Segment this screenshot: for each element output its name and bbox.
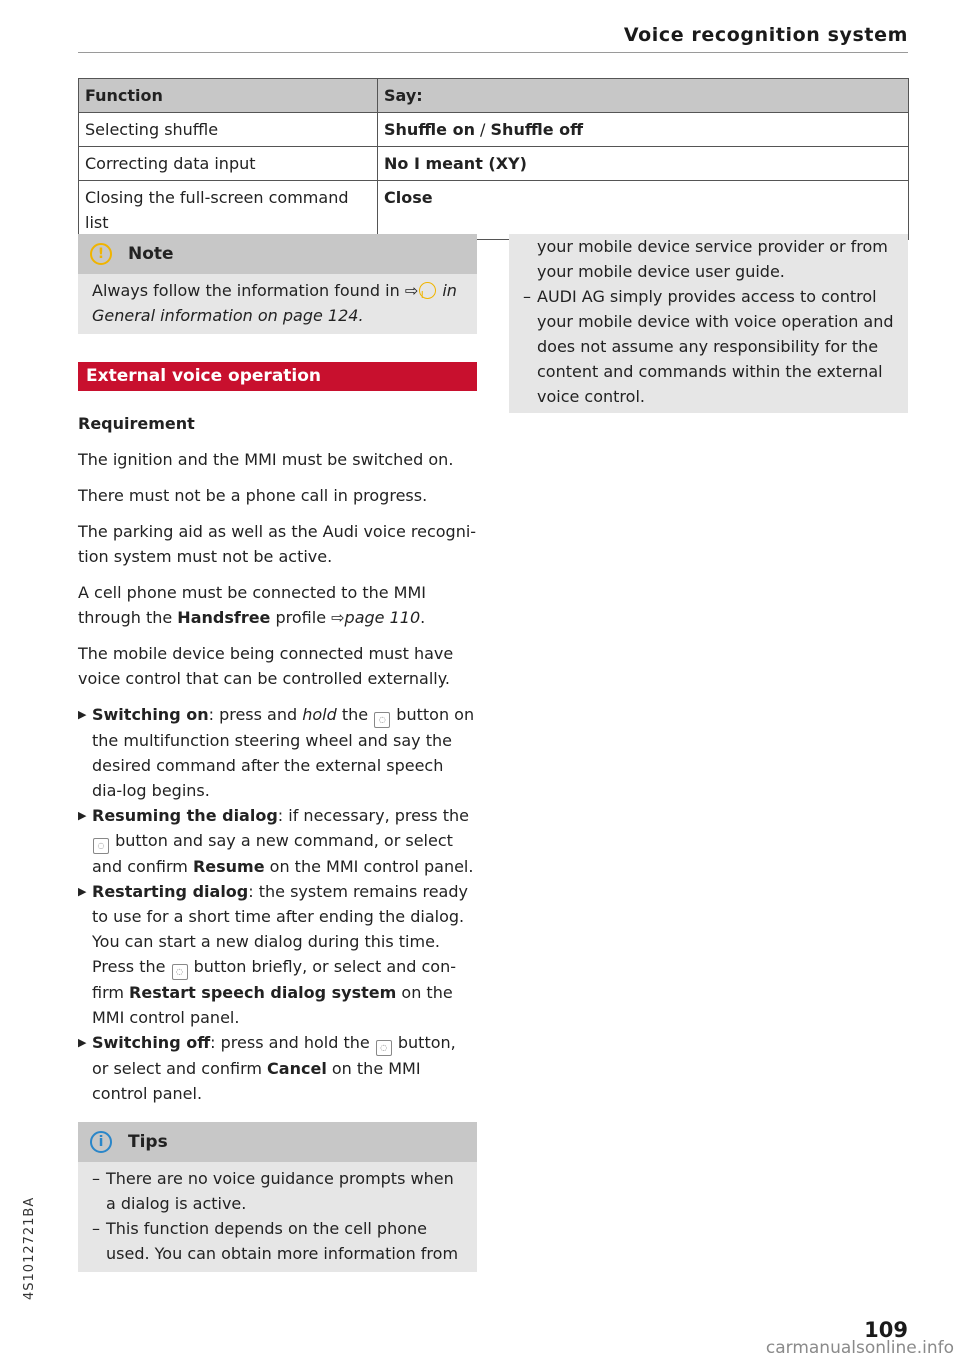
tips-title: Tips — [128, 1131, 168, 1152]
say-cell: Close — [378, 181, 909, 240]
dash-bullet: – — [92, 1219, 100, 1238]
info-icon: i — [90, 1131, 112, 1153]
function-cell: Closing the full-screen command list — [79, 181, 378, 240]
list-item — [78, 879, 477, 1030]
voice-button-icon: ◌ — [374, 712, 390, 728]
tips-header — [78, 1122, 477, 1162]
function-cell: Selecting shuffle — [79, 113, 378, 147]
page-reference-link[interactable]: ⇨page 110 — [331, 608, 421, 627]
text-part: button on the multifunction steering wheel and say the desired command after the external speech dia-log begins. — [92, 705, 475, 800]
text-part: profile — [270, 608, 332, 627]
note-body — [78, 274, 477, 334]
list-item — [523, 284, 894, 409]
reference-arrow-icon: ⇨ — [404, 281, 419, 300]
note-title: Note — [128, 243, 174, 264]
step-title: Switching on — [92, 705, 209, 724]
step-title: Resuming the dialog — [92, 806, 278, 825]
tips-body — [78, 1162, 477, 1272]
step-arrow-icon: ▶ — [78, 809, 87, 822]
note-header — [78, 234, 477, 274]
requirement-text: There must not be a phone call in progress. — [78, 486, 428, 505]
text-part: on the MMI control panel. — [264, 857, 474, 876]
list-item — [78, 1030, 477, 1106]
note-text — [92, 278, 463, 328]
tip-text: AUDI AG simply provides access to control your mobile device with voice operation and does not assume any responsibility for the content and commands within the external voice control. — [537, 287, 894, 406]
note-box — [78, 234, 477, 334]
page-number: 109 — [864, 1318, 908, 1342]
menu-option: Restart speech dialog system — [129, 983, 397, 1002]
requirement-heading: Requirement — [78, 414, 195, 433]
column-header-function: Function — [79, 79, 378, 113]
text-part: A cell phone must be connected to the MMI through the — [78, 583, 426, 627]
table-row — [79, 181, 909, 240]
warning-icon: ! — [419, 282, 436, 299]
note-reference-link[interactable]: in General information on page 124. — [92, 281, 457, 325]
step-arrow-icon: ▶ — [78, 1036, 87, 1049]
emphasis: hold — [302, 705, 337, 724]
right-column — [509, 234, 908, 413]
say-cell: No I meant (XY) — [378, 147, 909, 181]
tips-continuation-box — [509, 234, 908, 413]
profile-name: Handsfree — [177, 608, 271, 627]
voice-button-icon: ◌ — [376, 1040, 392, 1056]
tip-continuation-text: your mobile device service provider or from your mobile device user guide. — [537, 237, 888, 281]
watermark: carmanualsonline.info — [765, 1338, 954, 1358]
menu-option: Cancel — [267, 1059, 327, 1078]
step-title: Switching off — [92, 1033, 211, 1052]
column-header-say: Say: — [378, 79, 909, 113]
requirement-text: The ignition and the MMI must be switched on. — [78, 450, 454, 469]
voice-button-icon: ◌ — [172, 964, 188, 980]
text-part: button, or select and confirm — [92, 1033, 456, 1078]
step-arrow-icon: ▶ — [78, 708, 87, 721]
say-separator: / — [474, 120, 491, 139]
dash-bullet: – — [92, 1169, 100, 1188]
list-item — [78, 702, 477, 803]
requirement-text: The parking aid as well as the Audi voice recogni-tion system must not be active. — [78, 522, 477, 566]
text-part: : press and — [208, 705, 303, 724]
text-part: : press and hold the — [210, 1033, 375, 1052]
document-code: 4S1012721BA — [22, 1196, 37, 1300]
table-header-row — [79, 79, 909, 113]
say-cell — [378, 113, 909, 147]
text-part: button briefly, or select and con-firm — [92, 957, 456, 1002]
list-item — [92, 1216, 463, 1266]
left-column — [78, 234, 477, 1272]
requirement-text: The mobile device being connected must have voice control that can be controlled externally. — [78, 644, 454, 688]
section-heading: External voice operation — [78, 362, 477, 391]
list-item — [92, 1166, 463, 1216]
dash-bullet: – — [523, 287, 531, 306]
menu-option: Resume — [192, 857, 265, 876]
say-command: Shuffle on — [384, 120, 475, 139]
step-arrow-icon: ▶ — [78, 885, 87, 898]
text-part: on the MMI control panel. — [92, 983, 453, 1027]
table-row — [79, 113, 909, 147]
function-cell: Correcting data input — [79, 147, 378, 181]
warning-icon: ! — [90, 243, 112, 265]
voice-command-table — [78, 78, 909, 240]
note-text-part: Always follow the information found in — [92, 281, 405, 300]
text-part: button and say a new command, or select and confirm — [92, 831, 453, 876]
tip-text: This function depends on the cell phone used. You can obtain more information from — [106, 1219, 459, 1263]
text-part: : the system remains ready to use for a short time after ending the dialog. You can start a new dialog during this time. Press the — [92, 882, 468, 976]
page-header-title: Voice recognition system — [623, 24, 908, 46]
tip-text: There are no voice guidance prompts when a dialog is active. — [106, 1169, 454, 1213]
text-part: on the MMI control panel. — [92, 1059, 421, 1103]
header-divider — [78, 52, 908, 53]
tips-box — [78, 1122, 477, 1272]
text-part: the — [336, 705, 374, 724]
list-item — [78, 803, 477, 879]
requirement-text — [78, 580, 477, 630]
text-part: : if necessary, press the — [277, 806, 469, 825]
tips-list — [92, 1166, 463, 1266]
table-row — [79, 147, 909, 181]
say-command: Shuffle off — [490, 120, 584, 139]
text-part: . — [420, 608, 426, 627]
voice-button-icon: ◌ — [93, 838, 109, 854]
step-title: Restarting dialog — [92, 882, 249, 901]
instruction-steps — [78, 702, 477, 1106]
tips-list — [523, 284, 894, 409]
